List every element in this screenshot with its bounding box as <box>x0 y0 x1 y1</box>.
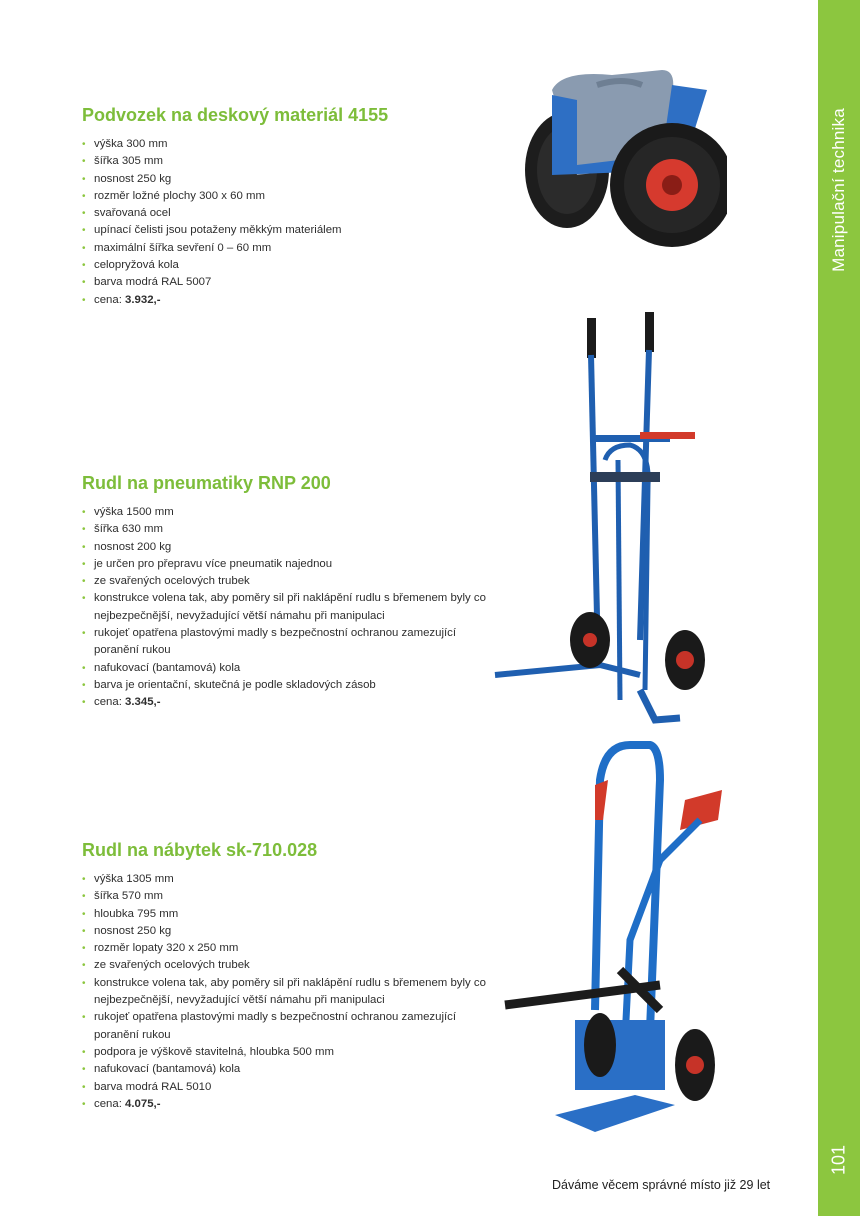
product-title: Rudl na nábytek sk-710.028 <box>82 840 318 860</box>
feature-item: • šířka 305 mm <box>82 153 502 170</box>
feature-item: • celopryžová kola <box>82 257 502 274</box>
feature-item: • barva modrá RAL 5007 <box>82 274 502 291</box>
page-number <box>818 1140 860 1180</box>
price-item <box>82 694 502 711</box>
feature-item: • nafukovací (bantamová) kola <box>82 1061 502 1078</box>
price-value: 3.932,- <box>125 293 161 306</box>
feature-item: • barva je orientační, skutečná je podle skladových zásob <box>82 677 502 694</box>
feature-item: • výška 300 mm <box>82 136 502 153</box>
feature-item: • výška 1305 mm <box>82 871 502 888</box>
product-rudl-pneumatiky <box>82 472 502 712</box>
feature-item: • rozměr lopaty 320 x 250 mm <box>82 940 502 957</box>
feature-item: • šířka 630 mm <box>82 521 502 538</box>
section-title-text: Manipulační technika <box>829 108 848 272</box>
feature-item: • je určen pro přepravu více pneumatik najednou <box>82 556 502 573</box>
feature-item: • hloubka 795 mm <box>82 906 502 923</box>
feature-item: • maximální šířka sevření 0 – 60 mm <box>82 240 502 257</box>
feature-item: • barva modrá RAL 5010 <box>82 1079 502 1096</box>
feature-item: • nosnost 250 kg <box>82 171 502 188</box>
feature-list <box>82 504 502 712</box>
feature-list <box>82 871 502 1113</box>
price-item <box>82 1096 502 1113</box>
product-title: Rudl na pneumatiky RNP 200 <box>82 473 331 493</box>
price-item <box>82 292 502 309</box>
feature-item: • ze svařených ocelových trubek <box>82 573 502 590</box>
product-rudl-nabytek <box>82 839 502 1113</box>
page-number-text: 101 <box>828 1144 849 1176</box>
feature-item: • podpora je výškově stavitelná, hloubka 500 mm <box>82 1044 502 1061</box>
feature-item: • ze svařených ocelových trubek <box>82 957 502 974</box>
panel-dolly-image <box>522 55 727 265</box>
feature-item: • nafukovací (bantamová) kola <box>82 660 502 677</box>
feature-item: • rukojeť opatřena plastovými madly s bezpečnostní ochranou zamezující poranění rukou <box>82 1009 502 1044</box>
section-title <box>818 100 860 280</box>
footer-slogan: Dáváme věcem správné místo již 29 let <box>552 1178 771 1192</box>
feature-item: • nosnost 200 kg <box>82 539 502 556</box>
feature-list <box>82 136 502 309</box>
feature-item: • rukojeť opatřena plastovými madly s bezpečnostní ochranou zamezující poranění rukou <box>82 625 502 660</box>
feature-item: • šířka 570 mm <box>82 888 502 905</box>
feature-item: • výška 1500 mm <box>82 504 502 521</box>
feature-item: • upínací čelisti jsou potaženy měkkým materiálem <box>82 222 502 239</box>
feature-item: • rozměr ložné plochy 300 x 60 mm <box>82 188 502 205</box>
product-podvozek <box>82 104 502 309</box>
price-label: cena: <box>94 293 122 306</box>
price-label: cena: <box>94 696 122 709</box>
feature-item: • konstrukce volena tak, aby poměry sil při naklápění rudlu s břemenem byly co nejbezpečnější, nevyžadující větší námahu při manipulaci <box>82 975 502 1010</box>
tire-hand-truck-image <box>490 310 705 730</box>
feature-item: • svařovaná ocel <box>82 205 502 222</box>
price-value: 3.345,- <box>125 696 161 709</box>
price-label: cena: <box>94 1097 122 1110</box>
price-value: 4.075,- <box>125 1097 161 1110</box>
furniture-hand-truck-image <box>500 740 730 1140</box>
product-title: Podvozek na deskový materiál 4155 <box>82 105 389 125</box>
feature-item: • konstrukce volena tak, aby poměry sil při naklápění rudlu s břemenem byly co nejbezpečnější, nevyžadující větší námahu při manipulaci <box>82 590 502 625</box>
feature-item: • nosnost 250 kg <box>82 923 502 940</box>
